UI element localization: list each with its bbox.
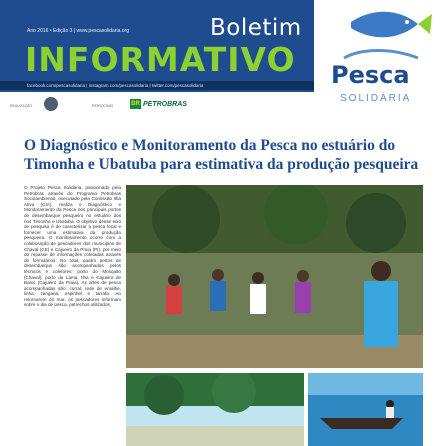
- sponsor-label-realizacao: REALIZAÇÃO: [10, 104, 33, 108]
- sponsor-label-patrocinio: PATROCÍNIO: [92, 104, 114, 108]
- sponsor-logo-icon: [44, 97, 58, 111]
- title-informativo: INFORMATIVO: [25, 40, 296, 79]
- title-boletim: Boletim: [210, 15, 302, 41]
- article-body: O Projeto Pesca Solidária, patrocinado pela Petrobras através do Programa Petrobras Socioambiental, executado pela Comissão Ilha Ativa (CIA), realiza o Diagnóstico e Monitoramento da Pesca nos principais portos de desembarque pesqueiro no estuário dos rios Timonha e Ubatuba. O objetivo desse eixo de pesquisa é de caracterizar a pesca local e fornecer uma estimativa da produção pesqueira. O monitoramento ocorre com a colaboração de pescadores dos municípios de Chaval (CE) e Cajueiro da Praia (PI), por meio do repasse de informações coletadas através de formulários. No total, quatro portos de desembarque são acompanhados pelos técnicos e coletores: porto do Mosquito (Chaval), porto da Lama, Ilha e Cajueiro de Baixo (Cajueiro da Praia). As artes de pesca acompanhadas são: curral, rede de emalhe, linha, zangaria, espinhel e tarrafa. Ao retornarem do mar, os pescadores informam sobre o dia de pesca, petrechos utilizados,: [24, 185, 121, 308]
- petrobras-logo: PETROBRAS: [143, 101, 187, 108]
- photo-fishers-meeting: [126, 185, 423, 368]
- sponsor-bar: [10, 95, 310, 115]
- br-logo: BR: [131, 101, 140, 107]
- photo-boat-water: [308, 373, 423, 446]
- edition-meta: Ano 2016 • Edição 3 | www.pescasolidaria.org: [27, 28, 129, 34]
- photo-mangrove-shore: [126, 373, 304, 446]
- social-links[interactable]: facebook.com/pescasolidaria | instagram.com/pescasolidaria | twitter.com/pescasolidaria: [27, 83, 204, 88]
- brand-name: Pesca: [331, 61, 410, 89]
- brand-subtitle: SOLIDÁRIA: [340, 93, 412, 104]
- article-headline: O Diagnóstico e Monitoramento da Pesca no estuário do Timonha e Ubatuba para estimativa da produção pesqueira: [24, 137, 419, 173]
